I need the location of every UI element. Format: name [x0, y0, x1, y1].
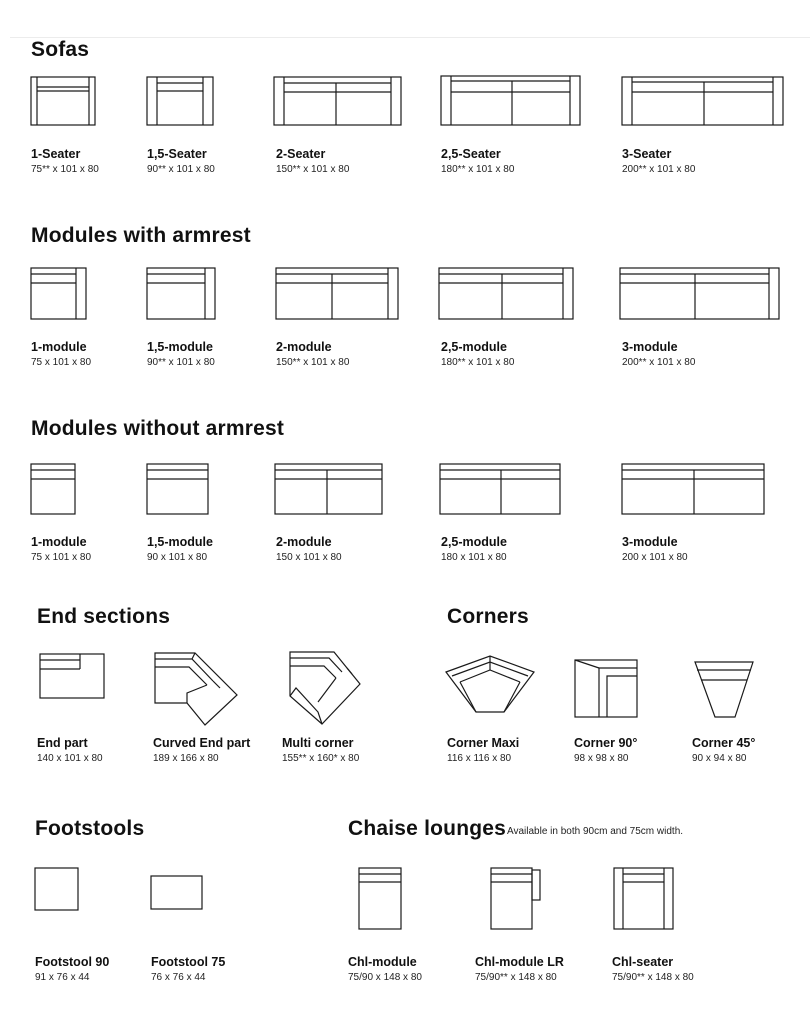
- item-label: 1,5-module: [147, 535, 213, 549]
- item-dims: 76 x 76 x 44: [151, 972, 206, 983]
- item-label: Corner 45°: [692, 736, 756, 750]
- section-title-sofas: Sofas: [31, 38, 90, 61]
- section-title-footstools: Footstools: [35, 817, 145, 840]
- item-dims: 75/90 x 148 x 80: [348, 972, 422, 983]
- section-title-chaise: Chaise lounges: [348, 817, 507, 840]
- item-label: Chl-module: [348, 955, 417, 969]
- item-label: Chl-seater: [612, 955, 674, 969]
- item-dims: 180** x 101 x 80: [441, 164, 515, 175]
- item-label: Footstool 90: [35, 955, 110, 969]
- item-label: 1-module: [31, 535, 87, 549]
- item-dims: 75/90** x 148 x 80: [475, 972, 557, 983]
- top-divider: [10, 37, 810, 38]
- section-title-with-armrest: Modules with armrest: [31, 224, 251, 247]
- item-label: End part: [37, 736, 88, 750]
- item-label: 1,5-Seater: [147, 147, 207, 161]
- item-dims: 189 x 166 x 80: [153, 753, 219, 764]
- item-dims: 90 x 101 x 80: [147, 552, 208, 563]
- item-label: Chl-module LR: [475, 955, 564, 969]
- item-dims: 75 x 101 x 80: [31, 552, 92, 563]
- item-dims: 75** x 101 x 80: [31, 164, 99, 175]
- section-title-corners: Corners: [447, 605, 529, 628]
- item-dims: 150** x 101 x 80: [276, 357, 350, 368]
- item-dims: 75 x 101 x 80: [31, 357, 92, 368]
- item-label: Footstool 75: [151, 955, 226, 969]
- item-label: 2,5-Seater: [441, 147, 501, 161]
- item-label: Corner 90°: [574, 736, 638, 750]
- item-dims: 91 x 76 x 44: [35, 972, 90, 983]
- chaise-seater-icon: [0, 0, 1, 1]
- item-dims: 75/90** x 148 x 80: [612, 972, 694, 983]
- item-dims: 116 x 116 x 80: [447, 753, 512, 764]
- item-label: Multi corner: [282, 736, 354, 750]
- item-dims: 90 x 94 x 80: [692, 753, 747, 764]
- item-dims: 90** x 101 x 80: [147, 164, 215, 175]
- item-label: 1-Seater: [31, 147, 81, 161]
- item-dims: 200** x 101 x 80: [622, 357, 696, 368]
- item-dims: 200** x 101 x 80: [622, 164, 696, 175]
- item-label: 2-Seater: [276, 147, 326, 161]
- item-label: Curved End part: [153, 736, 251, 750]
- item-dims: 150** x 101 x 80: [276, 164, 350, 175]
- item-dims: 150 x 101 x 80: [276, 552, 342, 563]
- item-dims: 200 x 101 x 80: [622, 552, 688, 563]
- item-label: 3-Seater: [622, 147, 672, 161]
- item-label: 2-module: [276, 535, 332, 549]
- item-dims: 140 x 101 x 80: [37, 753, 103, 764]
- item-label: 2-module: [276, 340, 332, 354]
- item-label: Corner Maxi: [447, 736, 520, 750]
- chaise-availability-note: Available in both 90cm and 75cm width.: [507, 826, 684, 837]
- section-title-end-sections: End sections: [37, 605, 171, 628]
- item-dims: 155** x 160* x 80: [282, 753, 360, 764]
- item-dims: 180 x 101 x 80: [441, 552, 507, 563]
- item-dims: 180** x 101 x 80: [441, 357, 515, 368]
- item-label: 2,5-module: [441, 340, 507, 354]
- item-label: 2,5-module: [441, 535, 507, 549]
- item-label: 1-module: [31, 340, 87, 354]
- section-title-without-armrest: Modules without armrest: [31, 417, 285, 440]
- item-label: 1,5-module: [147, 340, 213, 354]
- item-dims: 98 x 98 x 80: [574, 753, 629, 764]
- item-label: 3-module: [622, 340, 678, 354]
- item-dims: 90** x 101 x 80: [147, 357, 215, 368]
- item-label: 3-module: [622, 535, 678, 549]
